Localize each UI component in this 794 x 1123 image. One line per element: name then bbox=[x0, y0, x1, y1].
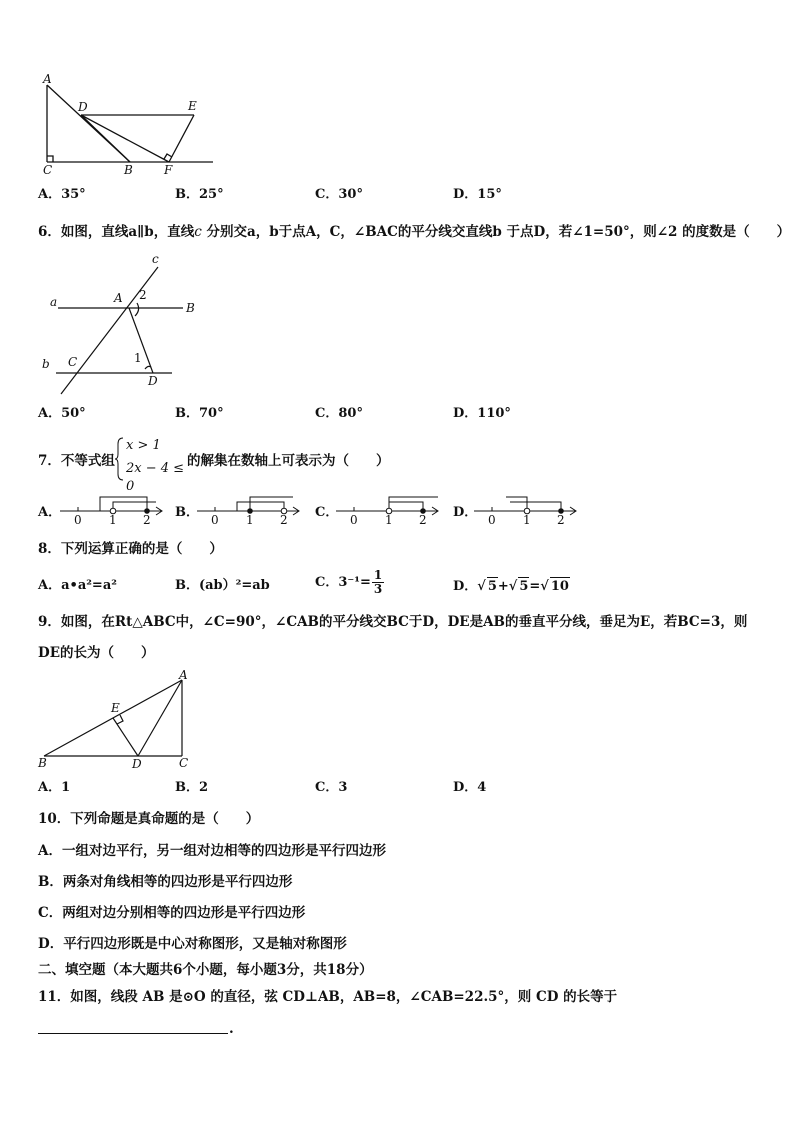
q7-option-a[interactable]: A． bbox=[38, 505, 62, 520]
q9-option-c[interactable]: C．3 bbox=[315, 780, 348, 795]
q9-stem-line1: 9．如图，在Rt△ABC中，∠C=90°，∠CAB的平分线交BC于D，DE是AB的垂直平分线，垂足为E，若BC=3，则 bbox=[38, 614, 748, 630]
q6-option-d[interactable]: D．110° bbox=[453, 406, 511, 421]
q6-stem-part2: 分别交a，b于点A，C，∠BAC的平分线交直线b 于点D，若∠1=50°，则∠2 的度数是（ ） bbox=[201, 224, 791, 240]
q5-label-F: F bbox=[164, 163, 173, 177]
q7-c-tick-1: 1 bbox=[385, 513, 393, 527]
q6-option-a[interactable]: A．50° bbox=[38, 406, 86, 421]
q8-option-c-prefix: C．3⁻¹= bbox=[315, 575, 371, 590]
q7-option-b[interactable]: B． bbox=[175, 505, 199, 520]
q10-option-a[interactable]: A．一组对边平行，另一组对边相等的四边形是平行四边形 bbox=[38, 843, 386, 859]
q6-label-1: 1 bbox=[134, 351, 142, 365]
q11-end: . bbox=[229, 1021, 234, 1037]
q6-stem bbox=[38, 223, 790, 241]
q7-inequality-system bbox=[115, 437, 187, 494]
q6-label-D: D bbox=[148, 374, 158, 388]
q7-b-tick-2: 2 bbox=[280, 513, 288, 527]
q6-figure-drawing bbox=[38, 250, 208, 396]
q7-stem-suffix: 的解集在数轴上可表示为（ ） bbox=[187, 453, 390, 469]
q7-numberline-c[interactable] bbox=[334, 491, 442, 531]
q5-label-C: C bbox=[43, 163, 53, 177]
q7-b-tick-0: 0 bbox=[211, 513, 219, 527]
q6-label-2: 2 bbox=[139, 288, 147, 302]
q7-b-tick-1: 1 bbox=[246, 513, 254, 527]
q9-label-C: C bbox=[179, 756, 189, 770]
q8-option-c[interactable] bbox=[315, 566, 384, 600]
q7-d-tick-2: 2 bbox=[557, 513, 565, 527]
q5-option-d[interactable]: D．15° bbox=[453, 187, 502, 202]
q7-numberline-a[interactable] bbox=[58, 491, 166, 531]
q5-option-c[interactable]: C．30° bbox=[315, 187, 363, 202]
q8-radicand-2: 5 bbox=[519, 579, 529, 594]
q6-stem-part1: 6．如图，直线a∥b，直线 bbox=[38, 224, 195, 240]
q5-label-A: A bbox=[43, 72, 52, 86]
q7-c-tick-0: 0 bbox=[350, 513, 358, 527]
q6-stem-c: c bbox=[194, 224, 202, 240]
q9-label-B: B bbox=[38, 756, 47, 770]
q6-label-c: c bbox=[152, 252, 159, 266]
q5-option-b[interactable]: B．25° bbox=[175, 187, 224, 202]
q6-label-a: a bbox=[50, 295, 58, 309]
q7-c-tick-2: 2 bbox=[419, 513, 427, 527]
q8-option-a[interactable]: A．a•a²=a² bbox=[38, 578, 117, 593]
q6-label-C: C bbox=[68, 355, 78, 369]
q7-d-tick-1: 1 bbox=[523, 513, 531, 527]
q5-label-B: B bbox=[124, 163, 133, 177]
section2-heading: 二、填空题（本大题共6个小题，每小题3分，共18分） bbox=[38, 962, 373, 978]
q9-label-D: D bbox=[132, 757, 142, 771]
q7-stem-prefix: 7．不等式组 bbox=[38, 453, 115, 469]
q7-ineq-2: 2x − 4 ≤ 0 bbox=[126, 461, 185, 494]
q9-option-d[interactable]: D．4 bbox=[453, 780, 487, 795]
q7-brace bbox=[115, 437, 125, 481]
q7-ineq-1: x > 1 bbox=[126, 438, 161, 453]
q6-option-b[interactable]: B．70° bbox=[175, 406, 224, 421]
q9-figure bbox=[36, 668, 196, 776]
q5-label-E: E bbox=[188, 99, 197, 113]
q8-frac-num: 1 bbox=[373, 568, 383, 582]
q5-label-D: D bbox=[78, 100, 88, 114]
q7-numberline-d[interactable] bbox=[472, 491, 580, 531]
q7-a-tick-0: 0 bbox=[74, 513, 82, 527]
q5-option-a[interactable]: A．35° bbox=[38, 187, 86, 202]
q9-option-a[interactable]: A．1 bbox=[38, 780, 71, 795]
q11-stem: 11．如图，线段 AB 是⊙O 的直径，弦 CD⊥AB，AB=8，∠CAB=22.5°，则 CD 的长等于 bbox=[38, 989, 618, 1005]
q8-radicand-3: 10 bbox=[550, 579, 569, 594]
q6-figure bbox=[38, 250, 208, 396]
q10-option-d[interactable]: D．平行四边形既是中心对称图形，又是轴对称图形 bbox=[38, 936, 347, 952]
q7-d-tick-0: 0 bbox=[488, 513, 496, 527]
q11-answer-blank[interactable] bbox=[38, 1033, 228, 1034]
q6-label-b: b bbox=[42, 357, 50, 371]
q8-frac-den: 3 bbox=[373, 582, 383, 596]
q9-figure-drawing bbox=[36, 668, 196, 776]
q8-option-d[interactable]: D．√ 5+√ 5=√ 10 bbox=[453, 579, 569, 594]
q5-figure bbox=[38, 72, 218, 180]
q7-a-tick-2: 2 bbox=[143, 513, 151, 527]
q6-option-c[interactable]: C．80° bbox=[315, 406, 363, 421]
q7-option-c[interactable]: C． bbox=[315, 505, 339, 520]
q9-stem-line2: DE的长为（ ） bbox=[38, 645, 155, 661]
q10-stem: 10．下列命题是真命题的是（ ） bbox=[38, 811, 260, 827]
q7-option-d[interactable]: D． bbox=[453, 505, 478, 520]
q8-equals: = bbox=[529, 579, 541, 594]
q8-plus: + bbox=[497, 579, 509, 594]
q8-stem: 8．下列运算正确的是（ ） bbox=[38, 541, 223, 557]
q7-numberline-b[interactable] bbox=[195, 491, 303, 531]
q6-label-B: B bbox=[186, 301, 195, 315]
q8-option-b[interactable]: B．(ab）²=ab bbox=[175, 578, 270, 593]
q8-option-d-prefix: D． bbox=[453, 579, 478, 594]
q8-option-c-fraction bbox=[372, 569, 384, 596]
q7-a-tick-1: 1 bbox=[109, 513, 117, 527]
q9-label-E: E bbox=[111, 701, 120, 715]
q10-option-c[interactable]: C．两组对边分别相等的四边形是平行四边形 bbox=[38, 905, 306, 921]
q8-radicand-1: 5 bbox=[487, 579, 497, 594]
q9-option-b[interactable]: B．2 bbox=[175, 780, 209, 795]
q10-option-b[interactable]: B．两条对角线相等的四边形是平行四边形 bbox=[38, 874, 293, 890]
q6-label-A: A bbox=[114, 291, 123, 305]
q9-label-A: A bbox=[179, 668, 188, 682]
